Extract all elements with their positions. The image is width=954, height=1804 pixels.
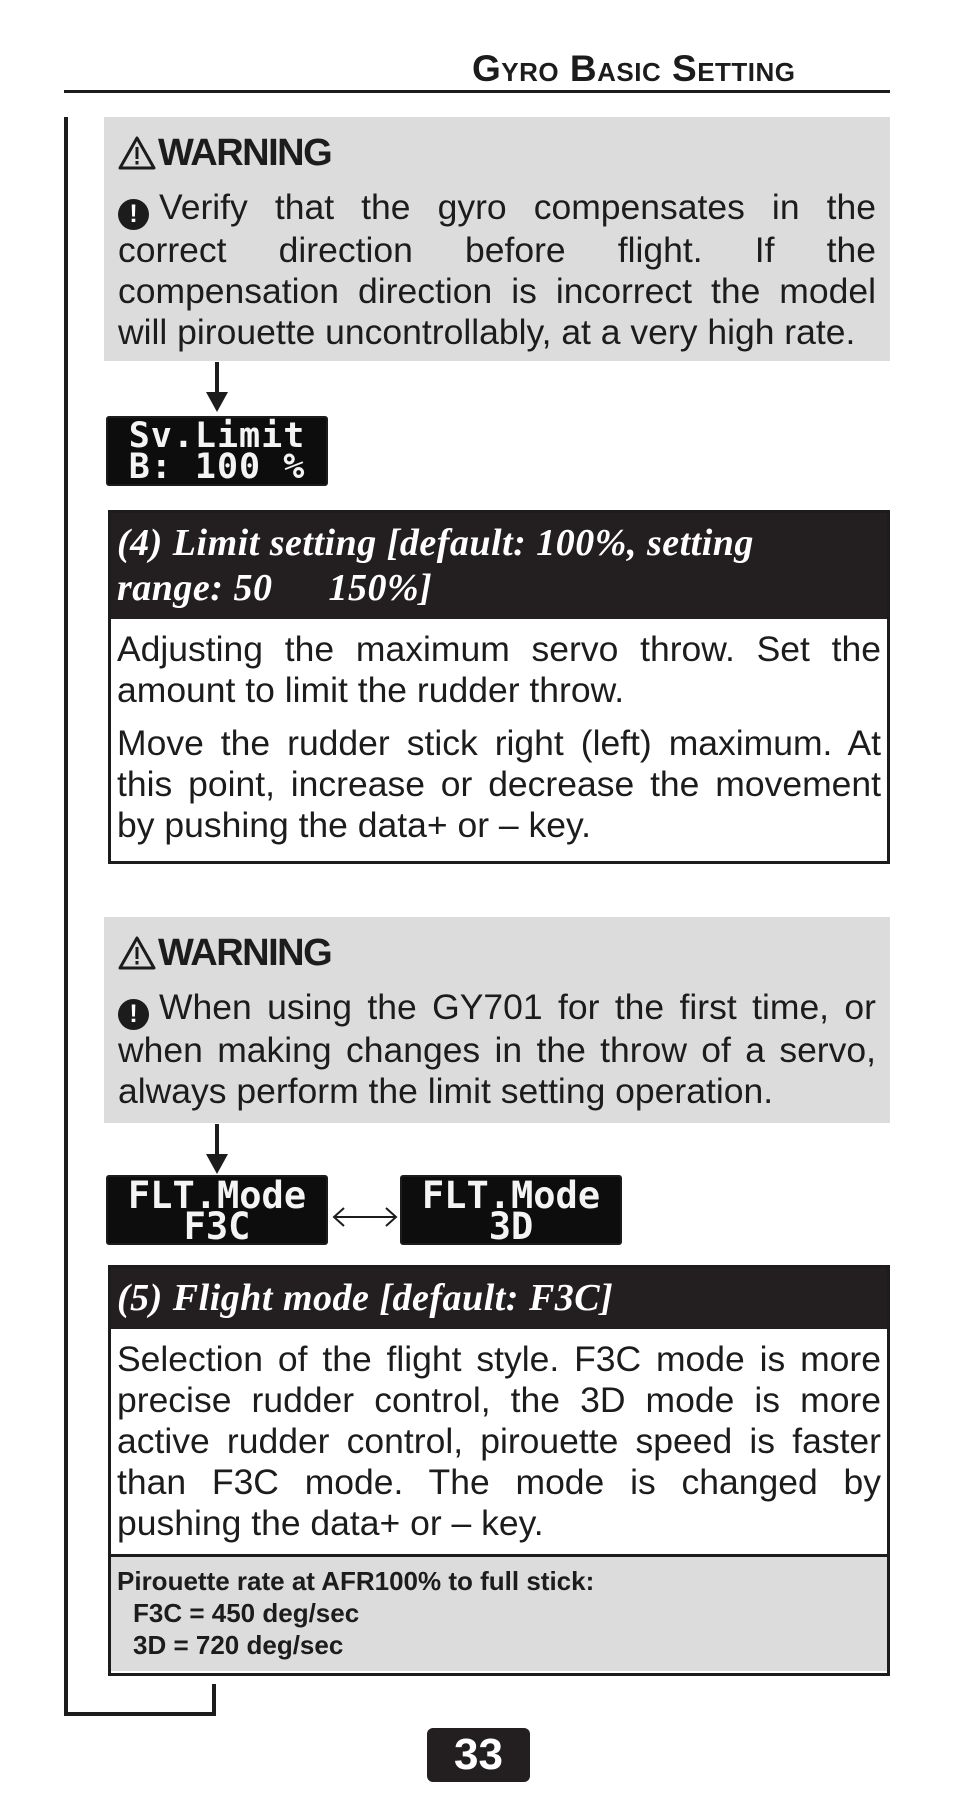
body-paragraph: Adjusting the maximum servo throw. Set the amount to limit the rudder throw. bbox=[117, 629, 881, 710]
section-body bbox=[111, 1329, 887, 1554]
section-body bbox=[111, 619, 887, 854]
lcd-line-1: FLT.Mode bbox=[421, 1174, 601, 1217]
side-bracket-tick bbox=[212, 1684, 216, 1716]
warning-box-1 bbox=[104, 117, 890, 361]
page-number: 33 bbox=[427, 1728, 530, 1782]
warning-triangle-icon bbox=[118, 136, 156, 170]
down-arrow-shaft bbox=[215, 1124, 219, 1156]
warning-title: WARNING bbox=[158, 931, 332, 974]
page-title: Gyro Basic Setting bbox=[472, 48, 796, 89]
note-line-f3c: F3C = 450 deg/sec bbox=[133, 1598, 360, 1628]
exclamation-icon: ! bbox=[118, 999, 149, 1030]
lcd-line-1: Sv.Limit bbox=[128, 416, 306, 456]
body-paragraph: Move the rudder stick right (left) maximum. At this point, increase or decrease the movement by pushing the data+ or – key. bbox=[117, 723, 881, 845]
pirouette-rate-note bbox=[111, 1554, 887, 1671]
lcd-flight-mode-3d bbox=[400, 1174, 622, 1248]
section-title-line-1: (4) Limit setting [default: 100%, setting bbox=[117, 522, 754, 564]
lcd-line-2: 3D bbox=[488, 1205, 534, 1248]
exclamation-icon: ! bbox=[118, 199, 149, 230]
section-title: (5) Flight mode [default: F3C] bbox=[111, 1268, 887, 1329]
section-limit-setting bbox=[108, 510, 890, 864]
warning-text bbox=[118, 187, 876, 353]
lcd-line-2: B: 100 % bbox=[128, 447, 306, 487]
warning-heading bbox=[118, 127, 876, 179]
lcd-line-2: F3C bbox=[183, 1205, 251, 1248]
side-bracket bbox=[64, 117, 68, 1716]
warning-triangle-icon bbox=[118, 936, 156, 970]
warning-heading bbox=[118, 927, 876, 979]
note-title: Pirouette rate at AFR100% to full stick: bbox=[117, 1566, 595, 1596]
section-title-line-2b: 150%] bbox=[328, 567, 433, 609]
section-title-line-2a: range: 50 bbox=[117, 567, 273, 609]
lcd-flight-mode-f3c bbox=[106, 1174, 328, 1248]
lcd-servo-limit bbox=[106, 416, 328, 486]
down-arrow-icon bbox=[206, 392, 228, 412]
header-rule bbox=[64, 90, 890, 93]
down-arrow-icon bbox=[206, 1154, 228, 1174]
warning-box-2 bbox=[104, 917, 890, 1123]
note-line-3d: 3D = 720 deg/sec bbox=[133, 1630, 344, 1660]
section-title bbox=[111, 513, 887, 619]
section-flight-mode bbox=[108, 1265, 890, 1676]
warning-title: WARNING bbox=[158, 131, 332, 174]
down-arrow-shaft bbox=[215, 362, 219, 394]
warning-body: Verify that the gyro compensates in the correct direction before flight. If the compensation direction is incorrect the model will pirouette uncontrollably, at a very high rate. bbox=[118, 187, 876, 352]
warning-body: When using the GY701 for the first time, or when making changes in the throw of a servo, always perform the limit setting operation. bbox=[118, 987, 876, 1111]
lcd-line-1: FLT.Mode bbox=[127, 1174, 307, 1217]
body-paragraph: Selection of the flight style. F3C mode is more precise rudder control, the 3D mode is more active rudder control, pirouette speed is faster than F3C mode. The mode is changed by pushing the data+ or – key. bbox=[117, 1339, 881, 1543]
warning-text bbox=[118, 987, 876, 1112]
side-bracket-bottom bbox=[64, 1712, 216, 1716]
double-arrow-icon bbox=[330, 1202, 400, 1232]
